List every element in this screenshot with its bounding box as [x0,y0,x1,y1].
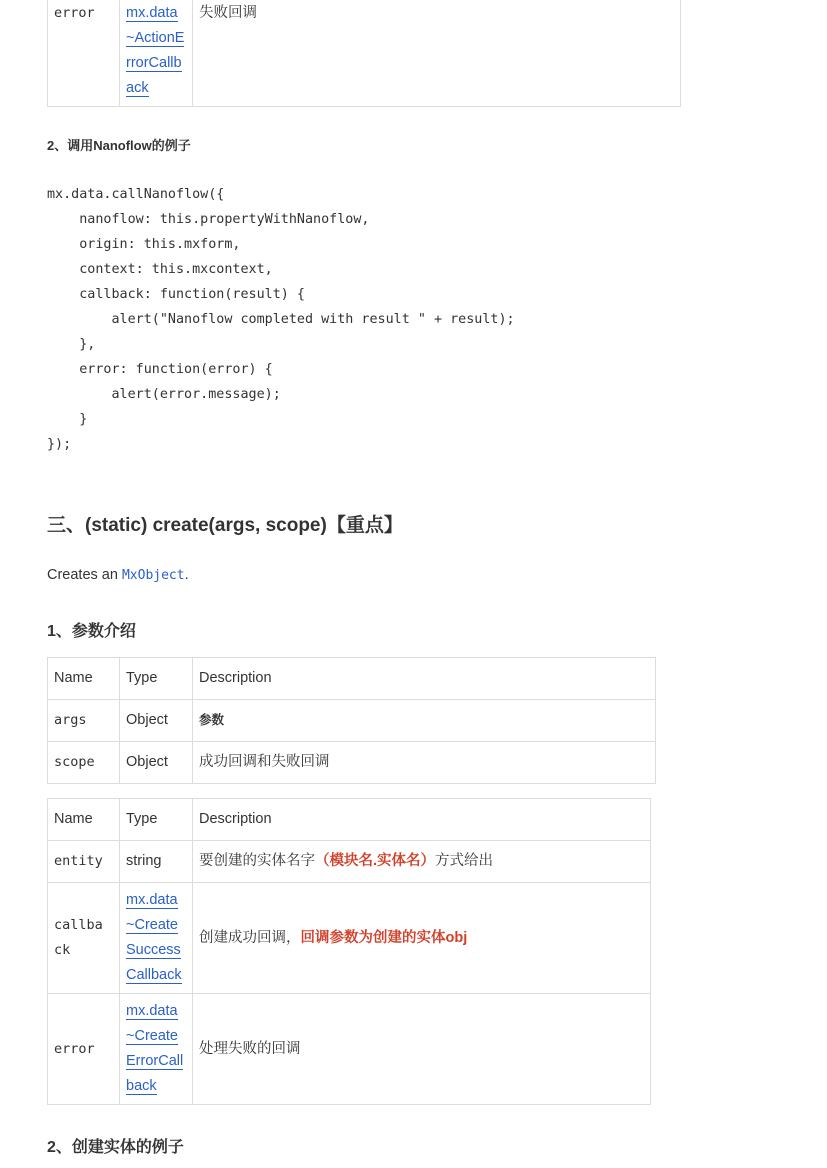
param-type: string [120,841,193,883]
code-line: }); [47,437,72,452]
header-name: Name [48,799,120,841]
param-description: 处理失败的回调 [193,994,651,1105]
param-type: Object [120,700,193,742]
create-example-heading: 2、创建实体的例子 [47,1139,184,1156]
code-line: alert("Nanoflow completed with result " + result); [47,312,515,327]
table-header-row [48,799,651,841]
header-type: Type [120,658,193,700]
table-row [48,742,656,784]
top-table [47,0,681,107]
section-title: 三、(static) create(args, scope)【重点】 [47,515,403,536]
intro-paragraph: Creates an MxObject. [47,567,189,583]
code-line: origin: this.mxform, [47,237,241,252]
code-line: callback: function(result) { [47,287,305,302]
table-row [48,0,681,107]
header-type: Type [120,799,193,841]
param-description: 失败回调 [193,0,681,107]
nanoflow-example-heading: 2、调用Nanoflow的例子 [47,138,191,153]
scope-table [47,798,651,1105]
param-name: scope [48,742,120,784]
table-header-row [48,658,656,700]
param-description: 创建成功回调，回调参数为创建的实体obj [193,883,651,994]
param-description: 成功回调和失败回调 [193,742,656,784]
params-heading: 1、参数介绍 [47,623,136,640]
code-line: mx.data.callNanoflow({ [47,187,225,202]
code-line: context: this.mxcontext, [47,262,273,277]
param-name: error [48,994,120,1105]
param-name: args [48,700,120,742]
code-block [47,182,515,457]
param-type-link[interactable]: mx.data ~Create Success Callback [120,883,193,994]
code-line: }, [47,337,96,352]
param-description: 参数 [193,700,656,742]
param-type-link[interactable]: mx.data ~Create ErrorCall back [120,994,193,1105]
code-line: alert(error.message); [47,387,281,402]
table-row [48,700,656,742]
param-name: error [48,0,120,107]
header-name: Name [48,658,120,700]
param-name: callba ck [48,883,120,994]
param-type: Object [120,742,193,784]
code-line: error: function(error) { [47,362,273,377]
param-type-link[interactable]: mx.data ~ActionE rrorCallb ack [120,0,193,107]
header-description: Description [193,658,656,700]
param-name: entity [48,841,120,883]
highlight-text: 回调参数为创建的实体obj [300,929,468,946]
table-row [48,841,651,883]
code-line: } [47,412,88,427]
header-description: Description [193,799,651,841]
highlight-text: （模块名.实体名） [315,853,436,869]
mxobject-link[interactable]: MxObject [121,568,185,583]
code-line: nanoflow: this.propertyWithNanoflow, [47,212,370,227]
table-row [48,994,651,1105]
params-table [47,657,656,784]
param-description: 要创建的实体名字（模块名.实体名）方式给出 [193,841,651,883]
table-row [48,883,651,994]
